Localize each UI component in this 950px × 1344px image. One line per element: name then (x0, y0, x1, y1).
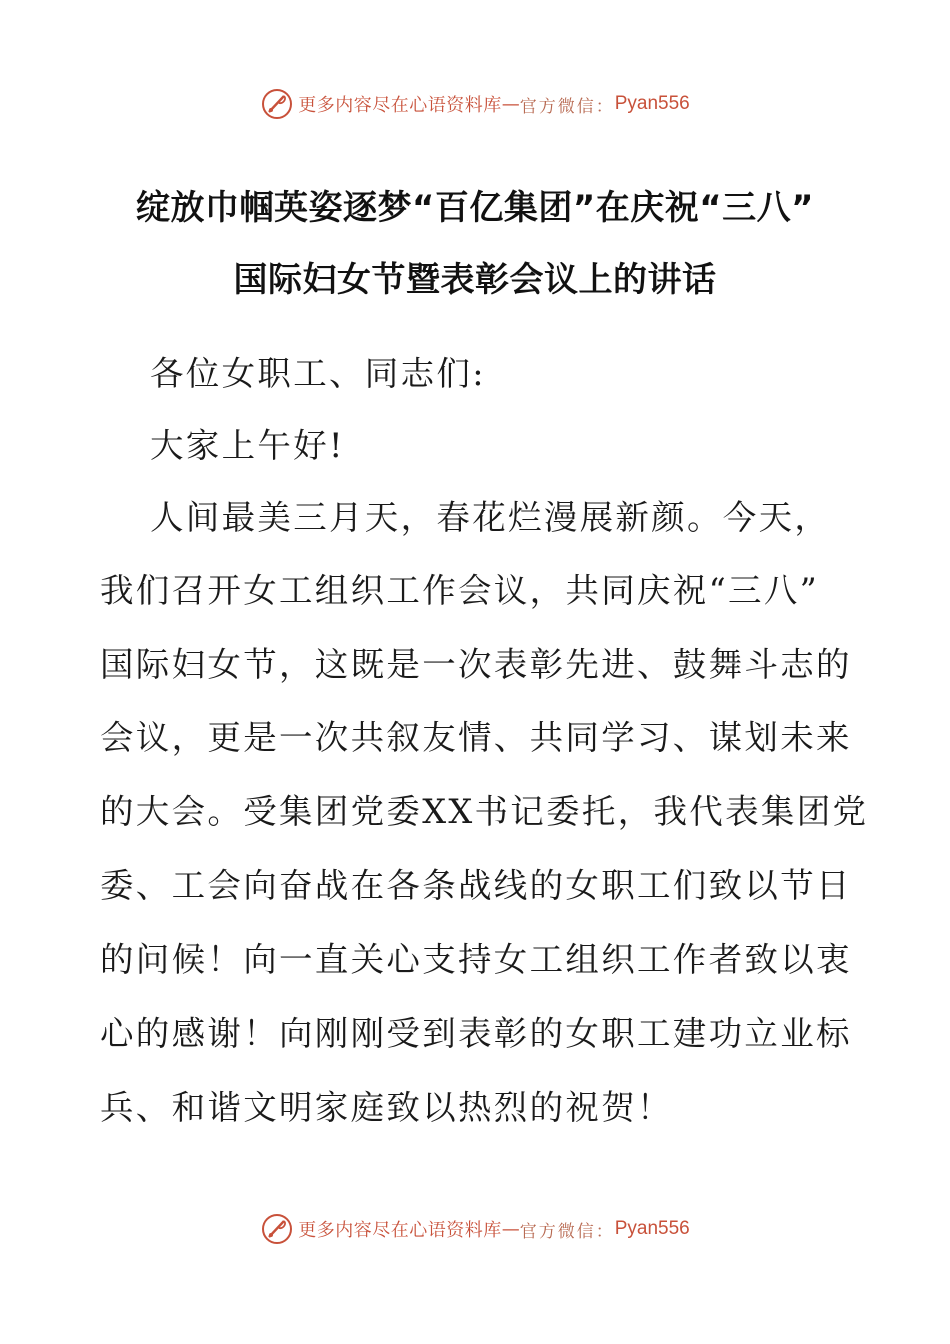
quill-logo-icon (260, 1212, 294, 1246)
paragraph-line: 的问候！向一直关心支持女工组织工作者致以衷 (100, 940, 852, 979)
greeting: 大家上午好! (150, 426, 345, 465)
watermark-dash: — (501, 1218, 520, 1240)
document-title-line-1: 绽放巾帼英姿逐梦“百亿集团”在庆祝“三八” (136, 188, 814, 228)
salutation: 各位女职工、同志们: (150, 354, 486, 393)
watermark-label: 官方微信： (519, 96, 615, 117)
header-watermark (0, 84, 950, 124)
watermark-wechat-id: Pyan556 (614, 1218, 690, 1239)
paragraph-line: 兵、和谐文明家庭致以热烈的祝贺！ (100, 1088, 673, 1127)
paragraph-line: 会议，更是一次共叙友情、共同学习、谋划未来 (100, 718, 852, 757)
watermark-text: 更多内容尽在心语资料库 (298, 95, 502, 116)
paragraph-line: 人间最美三月天，春花烂漫展新颜。今天， (150, 498, 831, 537)
quill-logo-icon (260, 87, 294, 121)
document-title-line-2: 国际妇女节暨表彰会议上的讲话 (233, 260, 717, 300)
watermark-label: 官方微信： (519, 1221, 615, 1242)
watermark-text: 更多内容尽在心语资料库 (298, 1220, 502, 1241)
paragraph-line: 的大会。受集团党委XX书记委托，我代表集团党 (100, 792, 869, 831)
footer-watermark (0, 1209, 950, 1249)
paragraph-line: 我们召开女工组织工作会议，共同庆祝“三八” (100, 571, 820, 610)
paragraph-line: 心的感谢！向刚刚受到表彰的女职工建功立业标 (100, 1014, 852, 1053)
watermark-wechat-id: Pyan556 (614, 93, 690, 114)
watermark-dash: — (501, 93, 520, 115)
paragraph-line: 委、工会向奋战在各条战线的女职工们致以节日 (100, 866, 852, 905)
paragraph-line: 国际妇女节，这既是一次表彰先进、鼓舞斗志的 (100, 645, 852, 684)
